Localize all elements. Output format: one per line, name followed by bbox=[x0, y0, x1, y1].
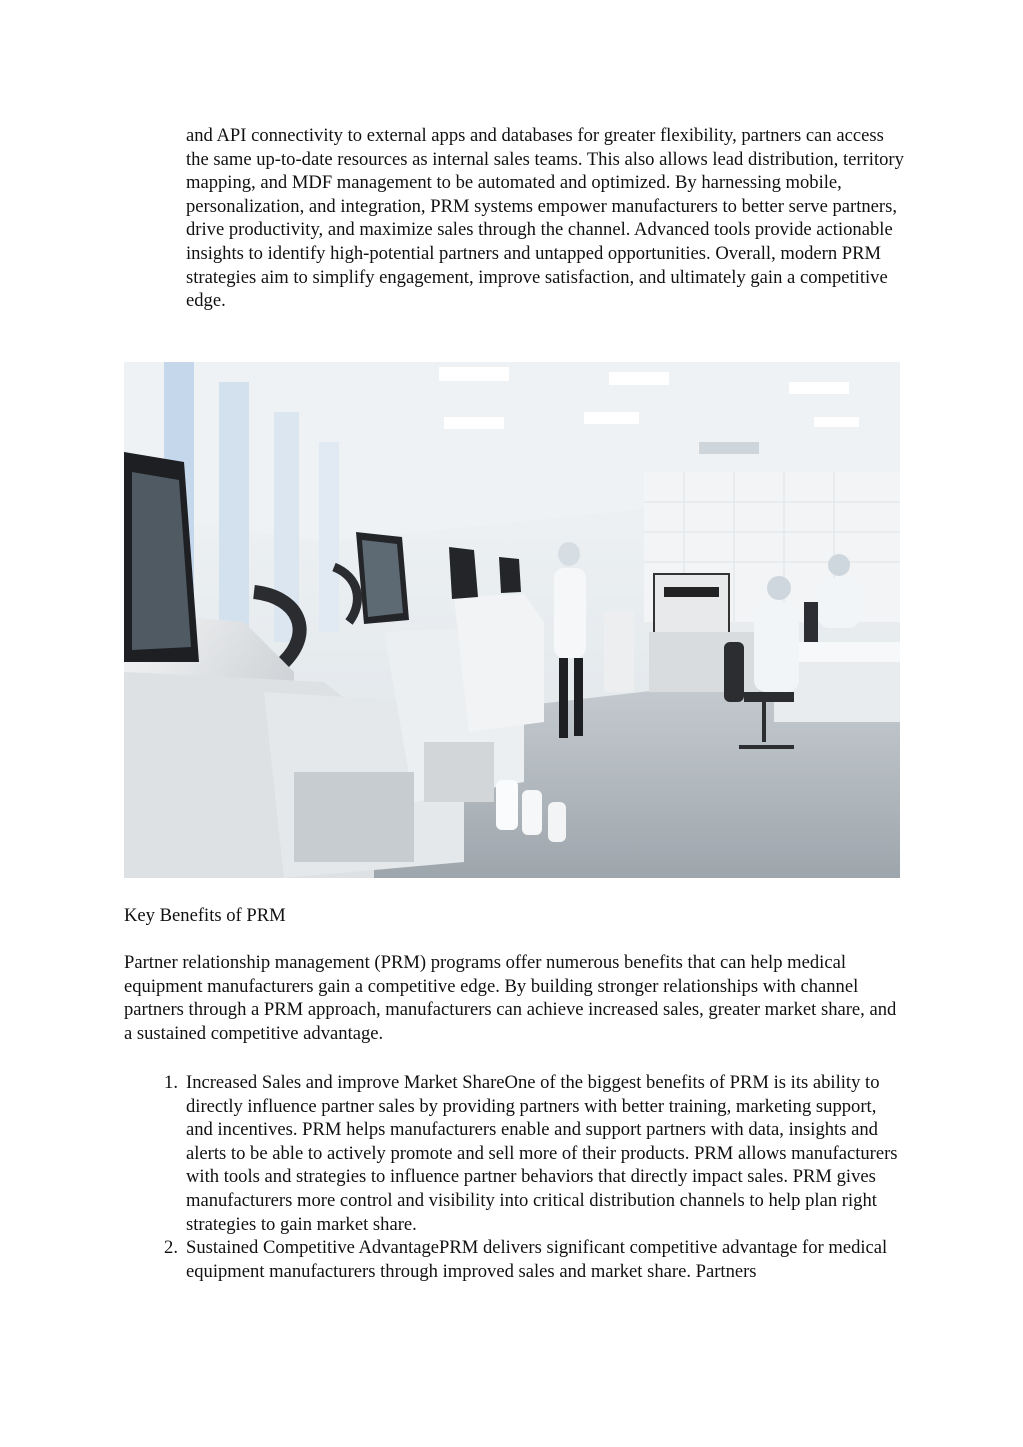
section-heading: Key Benefits of PRM bbox=[124, 905, 286, 926]
intro-block bbox=[186, 124, 906, 313]
list-number: 1. bbox=[164, 1072, 178, 1093]
laboratory-photo-icon bbox=[124, 362, 900, 878]
section-paragraph: Partner relationship management (PRM) programs offer numerous benefits that can help medical equipment manufacturers gain a competitive edge. By building stronger relationships with channel partners through a PRM approach, manufacturers can achieve increased sales, greater market share, and a sustained competitive advantage. bbox=[124, 952, 897, 1044]
list-item bbox=[124, 1071, 906, 1236]
intro-paragraph: and API connectivity to external apps and databases for greater flexibility, partners can access the same up-to-date resources as internal sales teams. This also allows lead distribution, territory mapping, and MDF management to be automated and optimized. By harnessing mobile, personalization, and integration, PRM systems empower manufacturers to better serve partners, drive productivity, and maximize sales through the channel. Advanced tools provide actionable insights to identify high-potential partners and untapped opportunities. Overall, modern PRM strategies aim to simplify engagement, improve satisfaction, and ultimately gain a competitive edge. bbox=[186, 125, 904, 312]
list-item bbox=[124, 1236, 906, 1283]
benefits-list bbox=[124, 1071, 906, 1283]
list-number: 2. bbox=[164, 1237, 178, 1259]
laboratory-photo bbox=[124, 362, 900, 878]
list-item-text: Increased Sales and improve Market ShareOne of the biggest benefits of PRM is its ability to directly influence partner sales by providing partners with better training, marketing support, and incentives. PRM helps manufacturers enable and support partners with data, insights and alerts to be able to actively promote and sell more of their products. PRM allows manufacturers with tools and strategies to influence partner behaviors that directly impact sales. PRM gives manufacturers more control and visibility into critical distribution channels to help plan right strategies to gain market share. bbox=[186, 1072, 898, 1235]
list-item-text: Sustained Competitive AdvantagePRM delivers significant competitive advantage for medical equipment manufacturers through improved sales and market share. Partners bbox=[186, 1237, 888, 1282]
